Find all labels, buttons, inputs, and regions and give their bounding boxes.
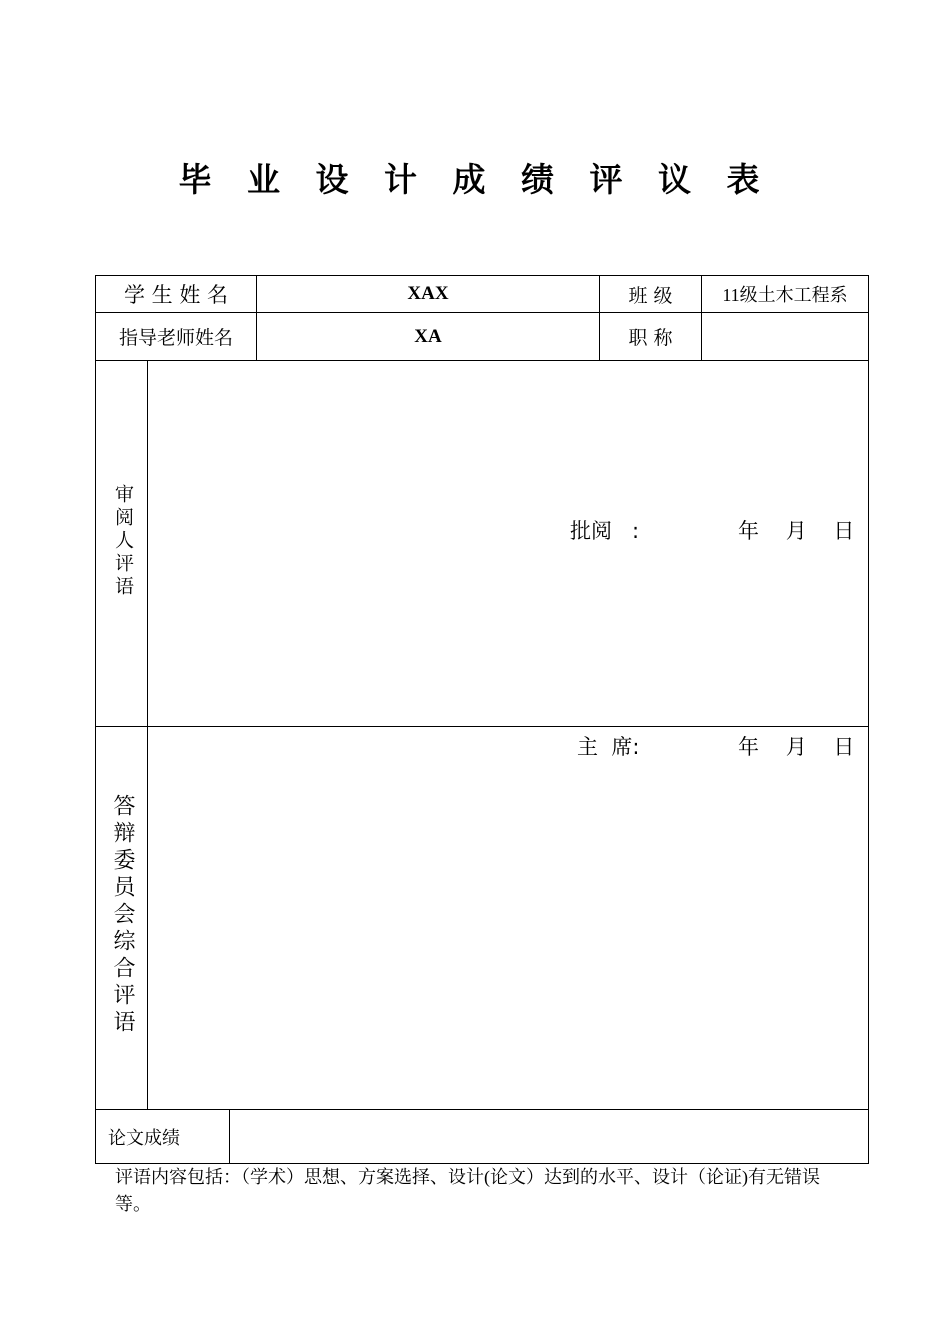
- page-title: 毕 业 设 计 成 绩 评 议 表: [178, 160, 772, 199]
- reviewer-signature-label: 批阅 :: [570, 519, 640, 543]
- thesis-grade-label: 论文成绩: [108, 1127, 180, 1149]
- reviewer-date: 年 月 日: [738, 519, 855, 543]
- chair-date: 年 月 日: [738, 735, 855, 759]
- job-title-label: 职 称: [628, 327, 673, 349]
- comment-guidelines-note: 评语内容包括：（学术）思想、方案选择、设计(论文）达到的水平、设计（论证)有无错误等。: [115, 1167, 820, 1214]
- thesis-grade-value: [230, 1110, 868, 1163]
- student-name-value: XAX: [407, 283, 449, 304]
- class-value: 11级土木工程系: [722, 285, 848, 305]
- committee-comments-label: 答辩委员会综合评语: [110, 794, 135, 1037]
- row-divider-3: [95, 726, 869, 727]
- col-divider-comments: [147, 360, 148, 1109]
- advisor-name-label: 指导老师姓名: [118, 327, 233, 349]
- advisor-name-value: XA: [414, 325, 442, 347]
- row-divider-2: [95, 360, 869, 361]
- student-name-label: 学 生 姓 名: [123, 283, 229, 307]
- job-title-value: [702, 313, 868, 360]
- chair-signature-label: 主 席:: [577, 735, 640, 759]
- class-label: 班 级: [628, 284, 673, 307]
- table-border-left: [95, 275, 96, 1164]
- table-border-right: [868, 275, 869, 1164]
- reviewer-comments-label: 审阅人评语: [112, 484, 134, 599]
